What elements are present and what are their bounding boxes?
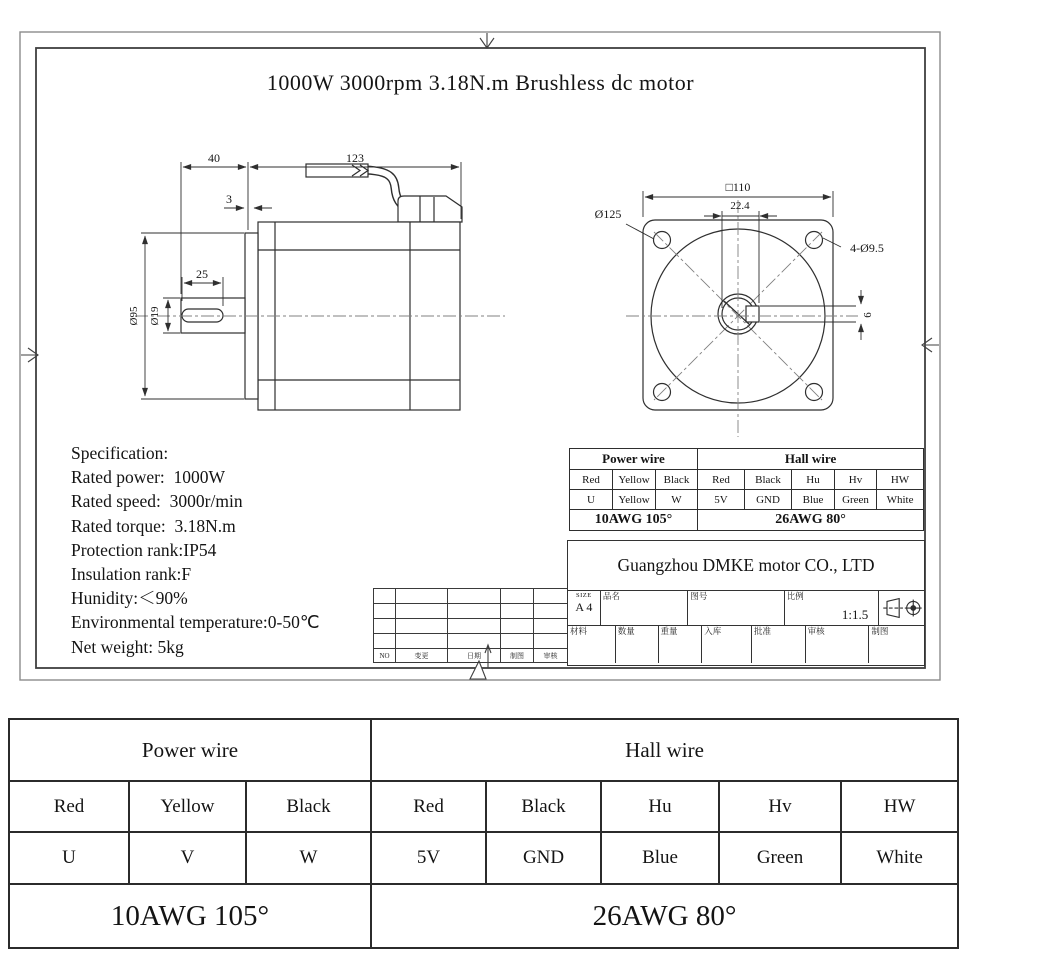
table-cell: Red: [570, 470, 613, 490]
table-cell: Blue: [792, 490, 835, 510]
cable-connector: [306, 164, 368, 177]
hall-gauge-cell: 26AWG 80°: [371, 884, 958, 948]
power-gauge-cell: 10AWG 105°: [570, 510, 698, 531]
table-cell: W: [656, 490, 698, 510]
table-cell: Black: [745, 470, 792, 490]
title-block: [567, 540, 925, 666]
title-block-row-2: [568, 591, 924, 626]
table-cell: Hv: [719, 781, 841, 832]
dim-d125: Ø125: [594, 207, 622, 221]
draft-label: 制图: [871, 626, 889, 636]
projection-symbol-cell: [879, 591, 924, 625]
rev-header-no: NO: [374, 649, 396, 663]
spec-heading: Specification:: [71, 443, 169, 463]
table-cell: 5V: [698, 490, 745, 510]
d125-leader: [626, 224, 654, 239]
table-cell: Red: [371, 781, 486, 832]
dim-d95: Ø95: [128, 306, 140, 326]
table-cell: Green: [719, 832, 841, 884]
weight-cell: [659, 626, 703, 663]
company-name: Guangzhou DMKE motor CO., LTD: [568, 541, 924, 591]
approve-label: 批准: [753, 626, 771, 636]
size-label: SIZE: [576, 592, 592, 599]
shaft: [181, 298, 245, 333]
dim-square-110: □110: [725, 180, 751, 194]
wire-table-small: [569, 448, 924, 531]
dim-3: 3: [226, 192, 232, 206]
dim-22-4: 22.4: [730, 200, 750, 212]
spec-line: Rated torque: 3.18N.m: [71, 515, 236, 536]
dim-4-d9-5: 4-Ø9.5: [850, 241, 884, 255]
table-cell: Blue: [601, 832, 719, 884]
dim-25: 25: [196, 267, 208, 281]
spec-line: Rated power: 1000W: [71, 467, 226, 488]
material-cell: [568, 626, 616, 663]
wire-table-large: [8, 718, 959, 949]
spec-line: Rated speed: 3000r/min: [71, 491, 243, 512]
table-cell: Black: [246, 781, 371, 832]
table-cell: U: [9, 832, 129, 884]
table-cell: V: [129, 832, 246, 884]
table-cell: Black: [486, 781, 601, 832]
quantity-cell: [616, 626, 659, 663]
check-cell: [806, 626, 870, 663]
hall-wire-header: Hall wire: [371, 719, 958, 781]
table-cell: White: [877, 490, 924, 510]
instock-label: 入库: [704, 626, 722, 636]
drawing-no-cell: [688, 591, 784, 625]
size-value: A 4: [575, 600, 593, 614]
table-cell: Hu: [601, 781, 719, 832]
title-block-row-3: [568, 626, 924, 663]
front-keyway: [746, 306, 759, 322]
table-cell: Yellow: [613, 490, 656, 510]
power-wire-header: Power wire: [9, 719, 371, 781]
table-cell: White: [841, 832, 958, 884]
centering-mark-top-icon: [480, 33, 494, 48]
material-label: 材料: [570, 626, 588, 636]
hall-gauge-cell: 26AWG 80°: [698, 510, 924, 531]
spec-line: Protection rank:IP54: [71, 539, 217, 560]
holes-leader: [823, 238, 841, 247]
rev-header-draft: 制图: [501, 649, 534, 663]
cable-gland: [398, 196, 462, 222]
front-view-dimensions: [626, 191, 861, 340]
spec-line: Insulation rank:F: [71, 564, 192, 585]
table-cell: GND: [486, 832, 601, 884]
power-gauge-cell: 10AWG 105°: [9, 884, 371, 948]
front-shaft: [718, 294, 759, 334]
revision-table: [373, 588, 568, 663]
table-cell: W: [246, 832, 371, 884]
dim-123: 123: [346, 151, 364, 165]
front-view-centerlines: [626, 200, 858, 437]
rev-header-change: 变更: [396, 649, 448, 663]
bottom-triangle-mark-icon: [470, 661, 486, 679]
front-view-dim-labels: [595, 180, 884, 318]
instock-cell: [702, 626, 752, 663]
power-wire-header: Power wire: [570, 449, 698, 470]
table-cell: 5V: [371, 832, 486, 884]
table-cell: Yellow: [129, 781, 246, 832]
scale-label: 比例: [786, 591, 804, 601]
scale-value: 1:1.5: [841, 607, 869, 622]
product-name-label: 品名: [602, 591, 620, 601]
table-cell: Black: [656, 470, 698, 490]
rev-header-check: 审核: [534, 649, 568, 663]
dim-key-6: 6: [862, 312, 874, 318]
dim-d19: Ø19: [149, 306, 161, 326]
table-cell: Green: [835, 490, 877, 510]
table-cell: Yellow: [613, 470, 656, 490]
drawing-title: 1000W 3000rpm 3.18N.m Brushless dc motor: [266, 70, 695, 95]
spec-line: Environmental temperature:0-50℃: [71, 612, 320, 633]
quantity-label: 数量: [617, 626, 635, 636]
table-cell: Hu: [792, 470, 835, 490]
table-cell: GND: [745, 490, 792, 510]
table-cell: Red: [698, 470, 745, 490]
dim-40: 40: [208, 151, 220, 165]
table-cell: Hv: [835, 470, 877, 490]
table-cell: HW: [841, 781, 958, 832]
specification-block: [71, 441, 421, 659]
spec-line: Net weight: 5kg: [71, 636, 184, 657]
first-angle-projection-icon: [881, 593, 923, 623]
hall-wire-header: Hall wire: [698, 449, 924, 470]
size-cell: [568, 591, 601, 625]
check-label: 审核: [807, 626, 825, 636]
approve-cell: [752, 626, 806, 663]
rev-header-date: 日期: [448, 649, 501, 663]
product-name-cell: [601, 591, 689, 625]
spec-line: Hunidity:＜90%: [71, 588, 188, 609]
drawing-no-label: 图号: [690, 591, 708, 601]
table-cell: HW: [877, 470, 924, 490]
weight-label: 重量: [660, 626, 678, 636]
table-cell: Red: [9, 781, 129, 832]
scale-cell: [785, 591, 879, 625]
draft-cell: [869, 626, 924, 663]
table-cell: U: [570, 490, 613, 510]
